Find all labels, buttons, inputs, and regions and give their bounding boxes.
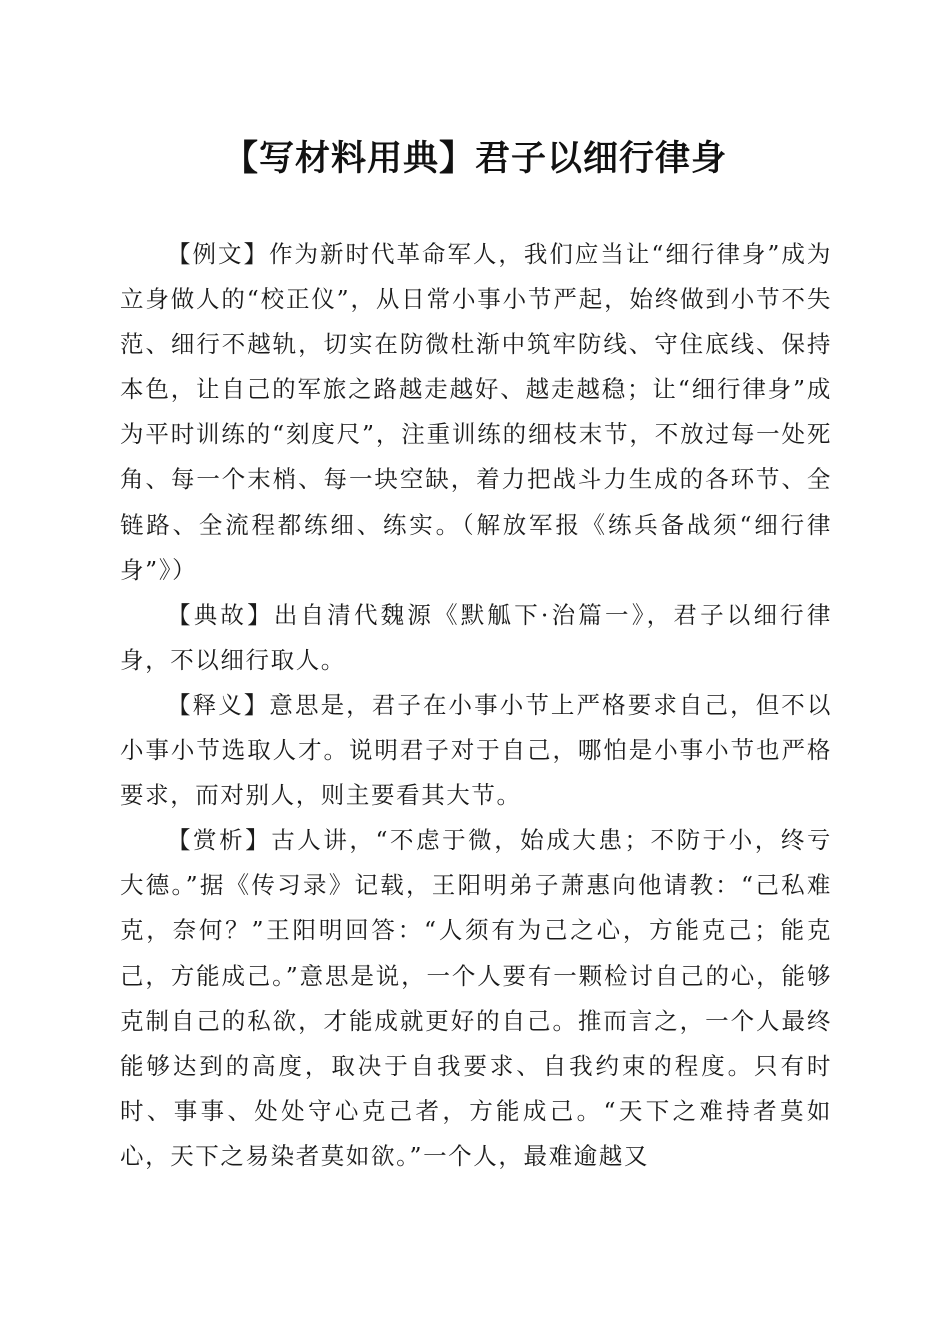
document-body [120, 232, 832, 1179]
document-title: 【写材料用典】君子以细行律身 [222, 138, 727, 179]
paragraph-example: 【例文】作为新时代革命军人，我们应当让“细行律身”成为立身做人的“校正仪”，从日常小事小节严起，始终做到小节不失范、细行不越轨，切实在防微杜渐中筑牢防线、守住底线、保持本色，让自己的军旅之路越走越好、越走越稳；让“细行律身”成为平时训练的“刻度尺”，注重训练的细枝末节，不放过每一处死角、每一个末梢、每一块空缺，着力把战斗力生成的各环节、全链路、全流程都练细、练实。（解放军报《练兵备战须“细行律身”》） [120, 240, 832, 584]
paragraph-explanation: 【释义】意思是，君子在小事小节上严格要求自己，但不以小事小节选取人才。说明君子对于自己，哪怕是小事小节也严格要求，而对别人，则主要看其大节。 [120, 690, 832, 810]
paragraph-appreciation: 【赏析】古人讲，“不虑于微，始成大患；不防于小，终亏大德。”据《传习录》记载，王阳明弟子萧惠向他请教：“己私难克，奈何？”王阳明回答：“人须有为己之心，方能克己；能克己，方能成己。”意思是说，一个人要有一颗检讨自己的心，能够克制自己的私欲，才能成就更好的自己。推而言之，一个人最终能够达到的高度，取决于自我要求、自我约束的程度。只有时时、事事、处处守心克己者，方能成己。“天下之难持者莫如心，天下之易染者莫如欲。”一个人，最难逾越又 [120, 826, 832, 1170]
paragraph-allusion: 【典故】出自清代魏源《默觚下·治篇一》，君子以细行律身，不以细行取人。 [120, 600, 832, 674]
